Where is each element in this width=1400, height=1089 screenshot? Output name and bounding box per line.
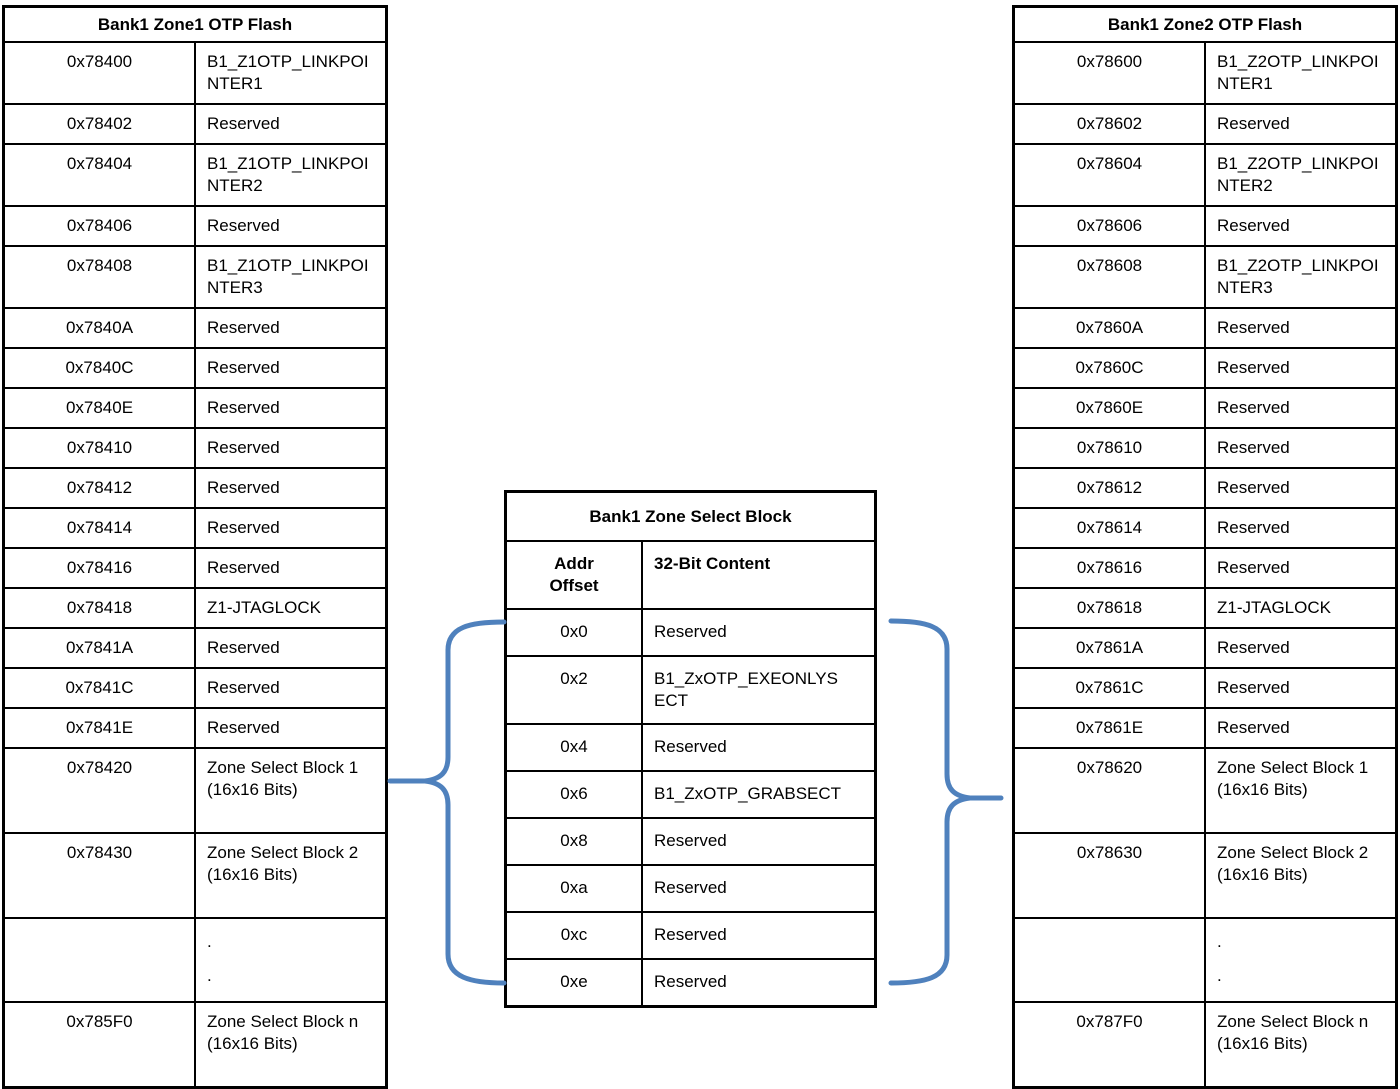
content-cell: Reserved <box>207 558 280 577</box>
content-cell: B1_Z2OTP_LINKPOI NTER3 <box>1217 256 1379 297</box>
addr-cell <box>5 919 196 1001</box>
addr-cell: 0x78614 <box>1015 509 1206 547</box>
content-cell: B1_Z1OTP_LINKPOI NTER2 <box>207 154 369 195</box>
table-row <box>5 587 385 627</box>
table-row <box>5 307 385 347</box>
content-cell: Reserved <box>207 638 280 657</box>
table-row <box>5 1001 385 1086</box>
left-brace-curve <box>425 622 504 983</box>
table-row <box>507 723 874 770</box>
addr-cell: 0x7840E <box>5 389 196 427</box>
addr-cell: 0xe <box>507 960 643 1005</box>
addr-cell: 0x6 <box>507 772 643 817</box>
table-row <box>1015 427 1395 467</box>
table-row <box>507 958 874 1005</box>
addr-cell: 0x7841A <box>5 629 196 667</box>
table-row <box>1015 917 1395 1001</box>
content-cell: Reserved <box>654 878 727 897</box>
content-cell: B1_Z2OTP_LINKPOI NTER1 <box>1217 52 1379 93</box>
addr-cell: 0x78606 <box>1015 207 1206 245</box>
content-cell: Reserved <box>207 478 280 497</box>
table-row <box>1015 347 1395 387</box>
addr-cell: 0x7840A <box>5 309 196 347</box>
table-row <box>5 507 385 547</box>
addr-cell: 0x7861E <box>1015 709 1206 747</box>
content-cell: Reserved <box>1217 638 1290 657</box>
table-row <box>1015 1001 1395 1086</box>
addr-cell: 0x78618 <box>1015 589 1206 627</box>
content-cell: Zone Select Block 1 (16x16 Bits) <box>207 758 359 799</box>
table-row <box>5 832 385 917</box>
addr-cell: 0x78414 <box>5 509 196 547</box>
table-row <box>507 911 874 958</box>
addr-cell: 0xc <box>507 913 643 958</box>
table-row <box>1015 205 1395 245</box>
bank1-zone-select-block-table <box>504 490 877 1008</box>
addr-cell: 0x78608 <box>1015 247 1206 307</box>
addr-cell: 0x78406 <box>5 207 196 245</box>
content-cell: Reserved <box>1217 518 1290 537</box>
content-cell: Zone Select Block 2 (16x16 Bits) <box>207 843 359 884</box>
content-cell: Reserved <box>207 398 280 417</box>
table-row <box>507 770 874 817</box>
bank1-zone1-otp-flash-table <box>2 5 388 1089</box>
addr-cell: 0x78620 <box>1015 749 1206 832</box>
addr-cell: 0x7840C <box>5 349 196 387</box>
table-row <box>507 608 874 655</box>
content-cell: Reserved <box>654 737 727 756</box>
addr-cell: 0x78418 <box>5 589 196 627</box>
addr-offset-header: Addr Offset <box>507 542 643 608</box>
addr-cell: 0x78602 <box>1015 105 1206 143</box>
table-row <box>1015 707 1395 747</box>
table-title: Bank1 Zone1 OTP Flash <box>97 15 293 34</box>
content-cell: Reserved <box>207 318 280 337</box>
table-row <box>5 143 385 205</box>
content-cell: Reserved <box>1217 114 1290 133</box>
content-cell: Reserved <box>654 925 727 944</box>
table-row <box>1015 667 1395 707</box>
addr-cell: 0x785F0 <box>5 1003 196 1086</box>
table-row <box>5 103 385 143</box>
table-row <box>1015 387 1395 427</box>
right-brace-curve <box>891 621 970 983</box>
table-rows <box>507 608 874 1005</box>
addr-cell: 0x78412 <box>5 469 196 507</box>
table-row <box>5 667 385 707</box>
table-row <box>5 547 385 587</box>
content-cell: B1_Z1OTP_LINKPOI NTER1 <box>207 52 369 93</box>
table-row <box>1015 547 1395 587</box>
content-cell: Zone Select Block n (16x16 Bits) <box>1217 1012 1369 1053</box>
addr-cell: 0x78630 <box>1015 834 1206 917</box>
addr-cell: 0x78408 <box>5 247 196 307</box>
addr-cell: 0x78612 <box>1015 469 1206 507</box>
content-cell: Reserved <box>1217 216 1290 235</box>
addr-cell: 0x78404 <box>5 145 196 205</box>
addr-cell: 0x78420 <box>5 749 196 832</box>
table-row <box>5 347 385 387</box>
table-row <box>507 864 874 911</box>
content-cell: Reserved <box>1217 358 1290 377</box>
table-row <box>1015 143 1395 205</box>
table-row <box>5 747 385 832</box>
content-cell: Reserved <box>654 831 727 850</box>
content-cell: B1_Z1OTP_LINKPOI NTER3 <box>207 256 369 297</box>
addr-cell <box>1015 919 1206 1001</box>
content-cell: Reserved <box>1217 718 1290 737</box>
addr-cell: 0x787F0 <box>1015 1003 1206 1086</box>
addr-cell: 0x78604 <box>1015 145 1206 205</box>
addr-cell: 0x78430 <box>5 834 196 917</box>
content-cell: B1_ZxOTP_GRABSECT <box>654 784 842 803</box>
content-cell: Zone Select Block 2 (16x16 Bits) <box>1217 843 1369 884</box>
table-row <box>1015 747 1395 832</box>
table-row <box>5 467 385 507</box>
content-cell: Reserved <box>207 216 280 235</box>
addr-cell: 0x7860E <box>1015 389 1206 427</box>
addr-cell: 0x7861C <box>1015 669 1206 707</box>
content-cell: Reserved <box>654 972 727 991</box>
table-row <box>507 817 874 864</box>
table-row <box>1015 103 1395 143</box>
table-rows <box>5 41 385 1086</box>
right-brace <box>891 621 1001 983</box>
table-row <box>5 387 385 427</box>
content-cell: B1_Z2OTP_LINKPOI NTER2 <box>1217 154 1379 195</box>
table-row <box>1015 41 1395 103</box>
content-cell: Reserved <box>207 438 280 457</box>
table-row <box>1015 832 1395 917</box>
addr-cell: 0x7861A <box>1015 629 1206 667</box>
content-cell: Reserved <box>207 518 280 537</box>
addr-cell: 0x78416 <box>5 549 196 587</box>
content-cell: Reserved <box>1217 398 1290 417</box>
addr-cell: 0x78610 <box>1015 429 1206 467</box>
content-cell: B1_ZxOTP_EXEONLYS ECT <box>654 669 838 710</box>
addr-cell: 0x78402 <box>5 105 196 143</box>
content-cell: Zone Select Block n (16x16 Bits) <box>207 1012 359 1053</box>
addr-cell: 0x78410 <box>5 429 196 467</box>
table-row <box>5 627 385 667</box>
table-row <box>1015 507 1395 547</box>
content-cell: Reserved <box>1217 438 1290 457</box>
content-cell: Reserved <box>207 678 280 697</box>
content-cell: . . <box>207 932 212 985</box>
addr-cell: 0x0 <box>507 610 643 655</box>
addr-cell: 0x7860A <box>1015 309 1206 347</box>
addr-cell: 0x7841C <box>5 669 196 707</box>
table-row <box>5 41 385 103</box>
table-row <box>5 205 385 245</box>
addr-cell: 0x7860C <box>1015 349 1206 387</box>
content-cell: Reserved <box>207 358 280 377</box>
table-row <box>5 707 385 747</box>
addr-cell: 0x78600 <box>1015 43 1206 103</box>
content-cell: Reserved <box>207 718 280 737</box>
table-row <box>1015 587 1395 627</box>
addr-cell: 0xa <box>507 866 643 911</box>
content-cell: Reserved <box>1217 318 1290 337</box>
table-title: Bank1 Zone Select Block <box>589 507 792 526</box>
addr-cell: 0x8 <box>507 819 643 864</box>
content-cell: Zone Select Block 1 (16x16 Bits) <box>1217 758 1369 799</box>
addr-cell: 0x4 <box>507 725 643 770</box>
addr-cell: 0x2 <box>507 657 643 723</box>
bank1-zone2-otp-flash-table <box>1012 5 1398 1089</box>
addr-cell: 0x7841E <box>5 709 196 747</box>
table-row <box>5 245 385 307</box>
content-cell: Reserved <box>207 114 280 133</box>
content-header: 32-Bit Content <box>654 554 771 573</box>
table-title: Bank1 Zone2 OTP Flash <box>1107 15 1303 34</box>
addr-cell: 0x78400 <box>5 43 196 103</box>
content-cell: Z1-JTAGLOCK <box>207 598 321 617</box>
table-row <box>507 655 874 723</box>
content-cell: Reserved <box>1217 478 1290 497</box>
content-cell: Reserved <box>1217 678 1290 697</box>
table-row <box>5 917 385 1001</box>
content-cell: Reserved <box>654 622 727 641</box>
content-cell: . . <box>1217 932 1222 985</box>
table-row <box>1015 627 1395 667</box>
table-rows <box>1015 41 1395 1086</box>
table-row <box>1015 467 1395 507</box>
table-row <box>5 427 385 467</box>
addr-cell: 0x78616 <box>1015 549 1206 587</box>
content-cell: Z1-JTAGLOCK <box>1217 598 1331 617</box>
table-row <box>1015 307 1395 347</box>
table-row <box>1015 245 1395 307</box>
content-cell: Reserved <box>1217 558 1290 577</box>
left-brace <box>390 622 504 983</box>
table-header-row <box>507 540 874 608</box>
